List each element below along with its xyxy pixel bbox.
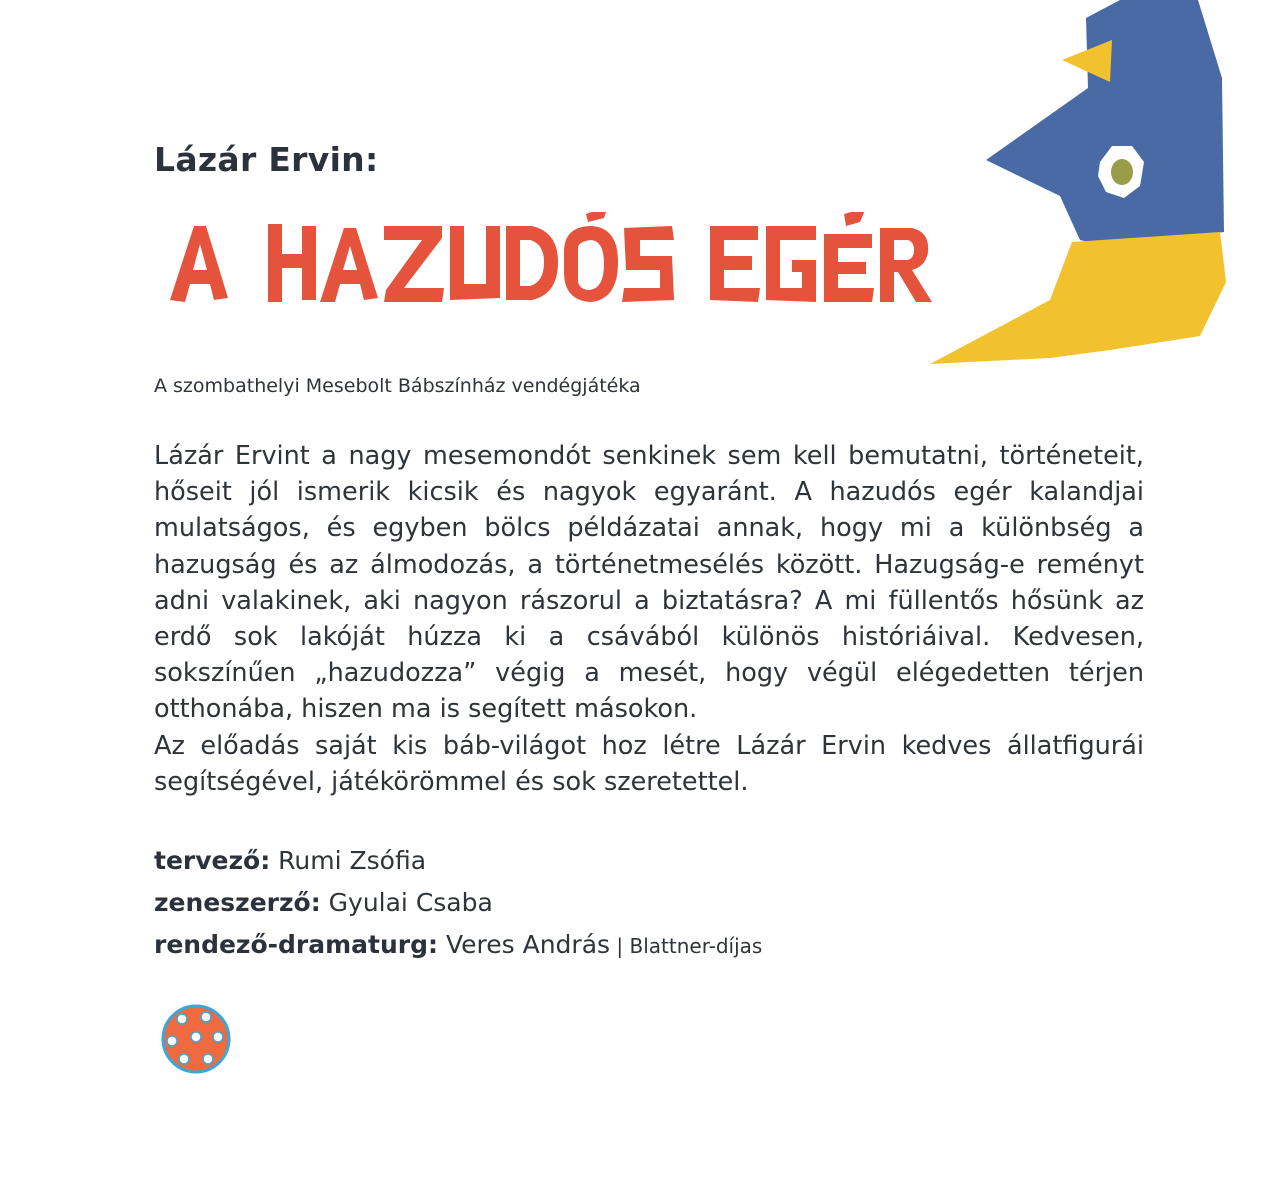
subtitle: A szombathelyi Mesebolt Bábszínház vendégjátéka xyxy=(154,375,641,397)
description-paragraph: Lázár Ervint a nagy mesemondót senkinek sem kell bemutatni, történeteit, hőseit jól ismerik kicsik és nagyok egyaránt. A hazudós egér kalandjai mulatságos, és egyben bölcs példázatai annak, hogy mi a különbség a hazugság és az álmodozás, a történetmesélés között. Hazugság-e reményt adni valakinek, aki nagyon rászorul a biztatásra? A mi füllentős hősünk az erdő sok lakóját húzza ki a csávából különös históriáival. Kedvesen, sokszínűen „hazudozza” végig a mesét, hogy végül elégedetten térjen otthonába, hiszen ma is segített másokon. xyxy=(154,441,1144,725)
credit-role: zeneszerző: xyxy=(154,888,321,917)
bird-illustration-icon xyxy=(930,0,1230,380)
credit-designer xyxy=(154,840,762,882)
description xyxy=(154,438,1144,800)
polka-dot-ball-icon xyxy=(160,1003,232,1075)
credit-award: | Blattner-díjas xyxy=(610,934,763,958)
credit-name: Gyulai Csaba xyxy=(328,888,493,917)
credit-name: Rumi Zsófia xyxy=(278,846,427,875)
description-paragraph: Az előadás saját kis báb-világot hoz létre Lázár Ervin kedves állatfigurái segítségével, játékörömmel és sok szeretettel. xyxy=(154,730,1144,797)
credits xyxy=(154,840,762,967)
credit-director xyxy=(154,924,762,967)
credit-name: Veres András xyxy=(445,930,611,959)
credit-composer xyxy=(154,882,762,924)
title-lettering xyxy=(160,212,940,312)
author-heading: Lázár Ervin: xyxy=(154,140,379,179)
credit-role: rendező-dramaturg: xyxy=(154,930,439,959)
credit-role: tervező: xyxy=(154,846,271,875)
